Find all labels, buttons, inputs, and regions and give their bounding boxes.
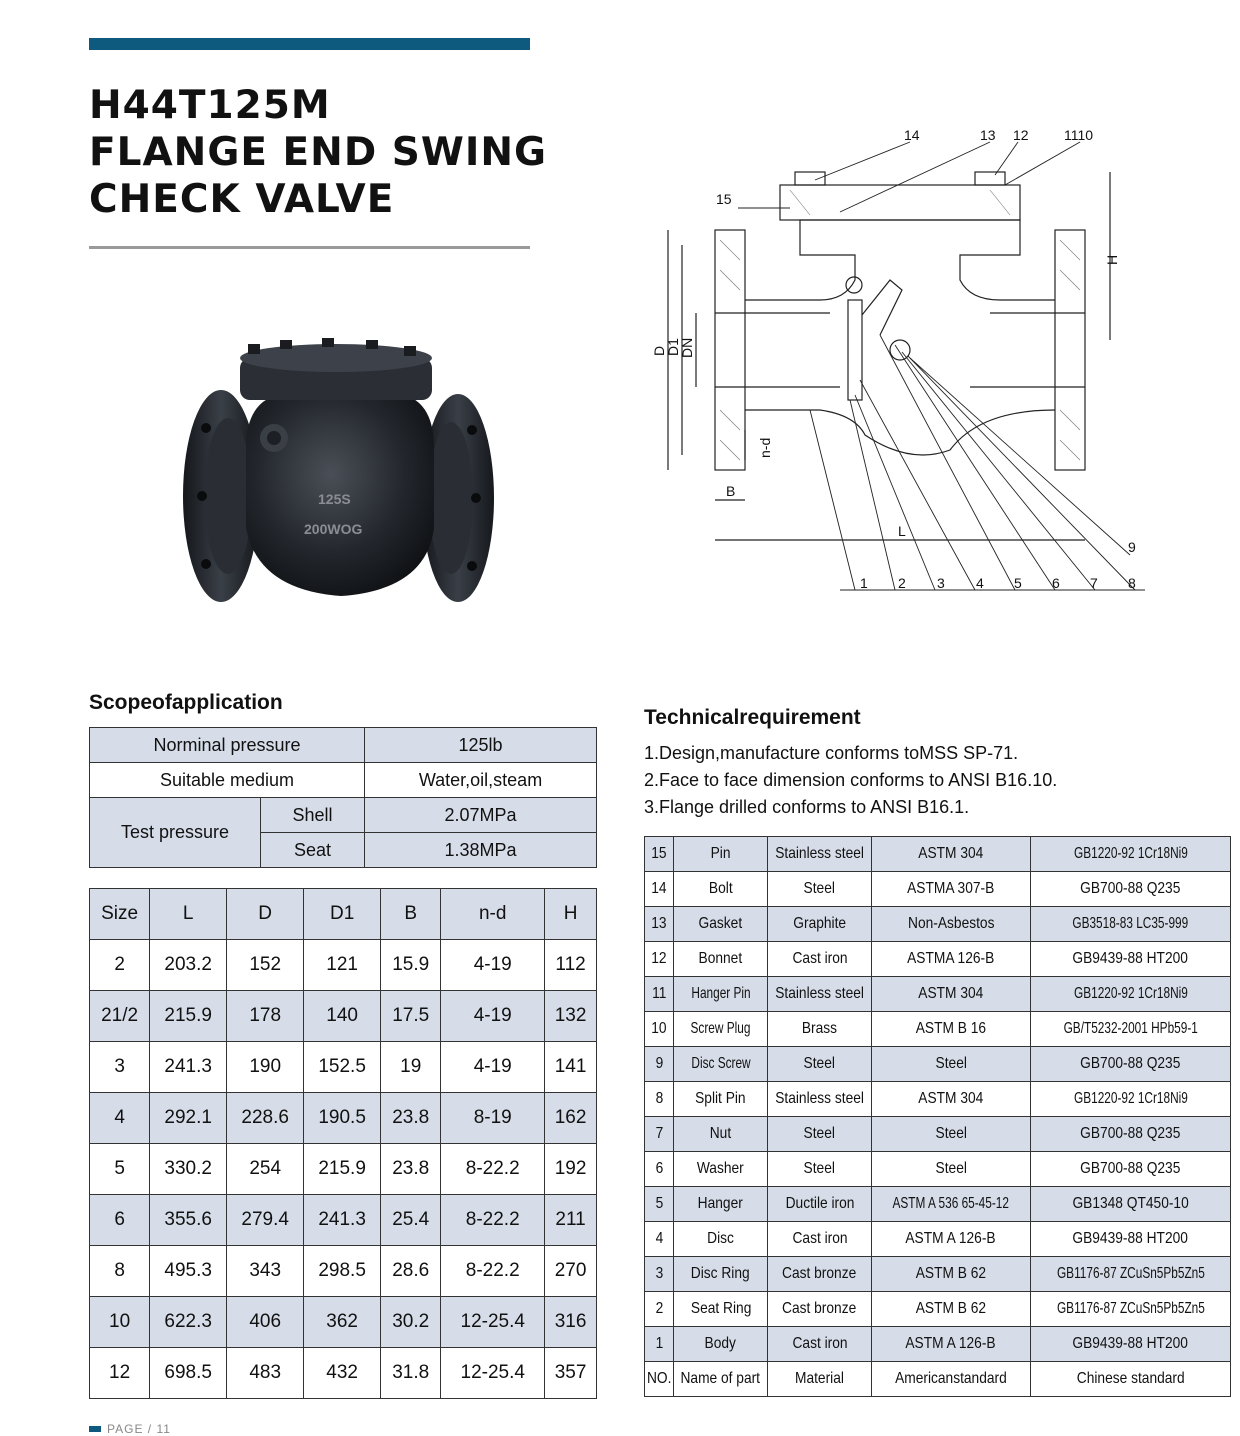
dimension-cell: 8-22.2 [441,1246,545,1297]
parts-cell: GB1176-87 ZCuSn5Pb5Zn5 [1030,1257,1231,1292]
parts-cell: GB1220-92 1Cr18Ni9 [1030,837,1231,872]
seat-label: Seat [261,833,365,868]
parts-cell: Stainless steel [767,977,871,1012]
dimension-cell: 343 [227,1246,304,1297]
dimension-row [90,940,597,991]
parts-cell: 2 [645,1292,674,1327]
title-line-1: H44T125M [89,83,331,128]
parts-cell: 11 [645,977,674,1012]
dimension-cell: 362 [304,1297,381,1348]
dimension-cell: 140 [304,991,381,1042]
parts-cell: Disc Ring [674,1257,767,1292]
parts-cell: GB700-88 Q235 [1030,872,1231,907]
parts-header-material: Material [767,1362,871,1397]
callout-1: 1 [860,575,868,591]
header-accent-bar [89,38,530,50]
dimension-cell: 190.5 [304,1093,381,1144]
parts-cell: GB/T5232-2001 HPb59-1 [1030,1012,1231,1047]
parts-cell: Brass [767,1012,871,1047]
page-title [89,82,549,223]
parts-cell: GB9439-88 HT200 [1030,1327,1231,1362]
dimension-cell: 316 [545,1297,597,1348]
dimension-cell: 23.8 [381,1144,441,1195]
nominal-pressure-value: 125lb [365,728,597,763]
parts-cell: Bolt [674,872,767,907]
dimension-cell: 19 [381,1042,441,1093]
dimension-cell: 4-19 [441,991,545,1042]
dimension-cell: 31.8 [381,1348,441,1399]
dimension-row [90,1195,597,1246]
parts-cell: Split Pin [674,1082,767,1117]
dimension-cell: 3 [90,1042,150,1093]
parts-cell: Gasket [674,907,767,942]
parts-cell: ASTM 304 [872,977,1030,1012]
dimension-cell: 203.2 [150,940,227,991]
parts-cell: Washer [674,1152,767,1187]
parts-cell: 9 [645,1047,674,1082]
dimension-cell: 279.4 [227,1195,304,1246]
header-b: B [381,889,441,940]
parts-header-name: Name of part [674,1362,767,1397]
parts-cell: Steel [767,1152,871,1187]
dimension-cell: 10 [90,1297,150,1348]
scope-table [89,727,597,868]
parts-cell: Screw Plug [674,1012,767,1047]
parts-row [645,872,1231,907]
dimension-cell: 298.5 [304,1246,381,1297]
parts-cell: 6 [645,1152,674,1187]
dim-label-d1: D1 [665,338,681,356]
dimension-cell: 8-22.2 [441,1195,545,1246]
casting-mark-200wog: 200WOG [304,521,363,537]
dimension-cell: 21/2 [90,991,150,1042]
parts-cell: Bonnet [674,942,767,977]
dimension-cell: 152.5 [304,1042,381,1093]
parts-cell: Hanger Pin [674,977,767,1012]
dimension-row [90,1144,597,1195]
callout-5: 5 [1014,575,1022,591]
valve-section-drawing [640,120,1160,610]
parts-cell: GB1176-87 ZCuSn5Pb5Zn5 [1030,1292,1231,1327]
parts-row [645,907,1231,942]
parts-cell: Ductile iron [767,1187,871,1222]
parts-cell: Steel [767,1047,871,1082]
parts-row [645,1082,1231,1117]
parts-cell: GB9439-88 HT200 [1030,1222,1231,1257]
dimension-cell: 495.3 [150,1246,227,1297]
parts-cell: Steel [872,1047,1030,1082]
callout-11-10: 1110 [1064,127,1094,143]
parts-cell: Stainless steel [767,837,871,872]
dimension-cell: 6 [90,1195,150,1246]
header-size: Size [90,889,150,940]
dimension-cell: 152 [227,940,304,991]
parts-cell: 3 [645,1257,674,1292]
parts-row [645,1012,1231,1047]
casting-mark-125s: 125S [318,491,351,507]
parts-cell: GB700-88 Q235 [1030,1152,1231,1187]
parts-cell: ASTM 304 [872,837,1030,872]
parts-cell: ASTM A 126-B [872,1327,1030,1362]
parts-row [645,1152,1231,1187]
shell-label: Shell [261,798,365,833]
callout-4: 4 [976,575,984,591]
parts-cell: 8 [645,1082,674,1117]
header-h: H [545,889,597,940]
parts-header-american: Americanstandard [872,1362,1030,1397]
dimension-cell: 178 [227,991,304,1042]
parts-cell: Pin [674,837,767,872]
dim-label-l: L [898,523,906,539]
title-divider [89,246,530,249]
title-line-2: FLANGE END SWING [89,130,548,175]
parts-cell: ASTM B 62 [872,1292,1030,1327]
header-d: D [227,889,304,940]
parts-cell: ASTM B 16 [872,1012,1030,1047]
parts-cell: 1 [645,1327,674,1362]
dimension-cell: 132 [545,991,597,1042]
dimension-cell: 30.2 [381,1297,441,1348]
parts-row [645,1117,1231,1152]
parts-cell: ASTMA 307-B [872,872,1030,907]
dimension-cell: 17.5 [381,991,441,1042]
tech-requirements [644,740,1057,821]
parts-cell: ASTMA 126-B [872,942,1030,977]
parts-cell: 5 [645,1187,674,1222]
dimension-cell: 15.9 [381,940,441,991]
dimension-cell: 270 [545,1246,597,1297]
dimension-cell: 121 [304,940,381,991]
page-number: PAGE / 11 [107,1422,171,1436]
parts-table-header [645,1362,1231,1397]
parts-cell: 14 [645,872,674,907]
test-pressure-label: Test pressure [90,798,261,868]
parts-cell: Steel [872,1152,1030,1187]
parts-cell: GB1220-92 1Cr18Ni9 [1030,977,1231,1012]
header-nd: n-d [441,889,545,940]
seat-value: 1.38MPa [365,833,597,868]
dimension-cell: 622.3 [150,1297,227,1348]
dimension-cell: 215.9 [150,991,227,1042]
dimension-cell: 254 [227,1144,304,1195]
dimension-cell: 2 [90,940,150,991]
parts-cell: Body [674,1327,767,1362]
parts-cell: ASTM A 126-B [872,1222,1030,1257]
parts-row [645,1292,1231,1327]
dimension-cell: 162 [545,1093,597,1144]
parts-cell: Steel [767,872,871,907]
dim-label-b: B [726,483,736,499]
footer-marker [89,1426,101,1432]
parts-cell: Seat Ring [674,1292,767,1327]
parts-cell: 7 [645,1117,674,1152]
callout-7: 7 [1090,575,1098,591]
dimension-cell: 12 [90,1348,150,1399]
parts-row [645,1222,1231,1257]
valve-product-photo [176,338,506,608]
dimension-cell: 112 [545,940,597,991]
parts-cell: 4 [645,1222,674,1257]
parts-row [645,1187,1231,1222]
parts-row [645,1047,1231,1082]
dimension-cell: 8-19 [441,1093,545,1144]
nominal-pressure-label: Norminal pressure [90,728,365,763]
dimension-cell: 355.6 [150,1195,227,1246]
dimension-row [90,1246,597,1297]
parts-cell: Steel [872,1117,1030,1152]
parts-cell: Cast iron [767,1222,871,1257]
dimension-row [90,1042,597,1093]
dimension-cell: 483 [227,1348,304,1399]
dimension-cell: 432 [304,1348,381,1399]
parts-cell: 12 [645,942,674,977]
dimension-cell: 190 [227,1042,304,1093]
dim-label-d: D [651,345,667,356]
dimension-row [90,1297,597,1348]
dimension-cell: 4-19 [441,1042,545,1093]
dimension-cell: 241.3 [304,1195,381,1246]
dimension-table [89,888,597,1399]
dimension-cell: 330.2 [150,1144,227,1195]
parts-cell: GB1220-92 1Cr18Ni9 [1030,1082,1231,1117]
dim-label-h: H [1104,254,1120,265]
dimension-cell: 211 [545,1195,597,1246]
parts-cell: Cast bronze [767,1257,871,1292]
suitable-medium-value: Water,oil,steam [365,763,597,798]
parts-cell: GB9439-88 HT200 [1030,942,1231,977]
parts-cell: ASTM B 62 [872,1257,1030,1292]
title-line-3: CHECK VALVE [89,177,395,222]
callout-8: 8 [1128,575,1136,591]
callout-3: 3 [937,575,945,591]
dimension-cell: 8 [90,1246,150,1297]
parts-cell: ASTM 304 [872,1082,1030,1117]
parts-cell: GB700-88 Q235 [1030,1117,1231,1152]
tech-item-1: 1.Design,manufacture conforms toMSS SP-71. [644,743,1019,763]
parts-table [644,836,1231,1397]
parts-cell: 15 [645,837,674,872]
dimension-cell: 192 [545,1144,597,1195]
parts-cell: Cast iron [767,942,871,977]
scope-title: Scopeofapplication [89,691,283,714]
parts-cell: 13 [645,907,674,942]
parts-cell: Cast bronze [767,1292,871,1327]
dim-label-dn: DN [679,337,695,358]
dimension-cell: 23.8 [381,1093,441,1144]
parts-cell: Graphite [767,907,871,942]
dimension-cell: 12-25.4 [441,1297,545,1348]
dimension-cell: 698.5 [150,1348,227,1399]
callout-12: 12 [1013,127,1029,143]
callout-2: 2 [898,575,906,591]
dimension-cell: 292.1 [150,1093,227,1144]
parts-cell: Disc Screw [674,1047,767,1082]
tech-title: Technicalrequirement [644,706,861,729]
callout-15: 15 [716,191,732,207]
tech-item-2: 2.Face to face dimension conforms to ANSI B16.10. [644,770,1058,790]
dimension-cell: 141 [545,1042,597,1093]
parts-header-no: NO. [645,1362,674,1397]
parts-row [645,837,1231,872]
shell-value: 2.07MPa [365,798,597,833]
dimension-cell: 215.9 [304,1144,381,1195]
dimension-cell: 406 [227,1297,304,1348]
dimension-cell: 8-22.2 [441,1144,545,1195]
dimension-row [90,1093,597,1144]
dimension-cell: 357 [545,1348,597,1399]
parts-row [645,977,1231,1012]
parts-cell: Hanger [674,1187,767,1222]
callout-13: 13 [980,127,996,143]
header-l: L [150,889,227,940]
parts-cell: GB1348 QT450-10 [1030,1187,1231,1222]
parts-cell: GB3518-83 LC35-999 [1030,907,1231,942]
suitable-medium-label: Suitable medium [90,763,365,798]
callout-6: 6 [1052,575,1060,591]
dimension-cell: 241.3 [150,1042,227,1093]
dim-label-nd: n-d [757,437,773,458]
dimension-cell: 12-25.4 [441,1348,545,1399]
parts-cell: Disc [674,1222,767,1257]
parts-cell: Non-Asbestos [872,907,1030,942]
dimension-cell: 4 [90,1093,150,1144]
dimension-cell: 4-19 [441,940,545,991]
parts-header-chinese: Chinese standard [1030,1362,1231,1397]
dimension-cell: 228.6 [227,1093,304,1144]
tech-item-3: 3.Flange drilled conforms to ANSI B16.1. [644,797,970,817]
parts-row [645,942,1231,977]
dimension-row [90,991,597,1042]
dimension-cell: 5 [90,1144,150,1195]
parts-row [645,1257,1231,1292]
dimension-cell: 28.6 [381,1246,441,1297]
parts-cell: GB700-88 Q235 [1030,1047,1231,1082]
parts-cell: ASTM A 536 65-45-12 [872,1187,1030,1222]
dimension-table-header [90,889,597,940]
parts-cell: Cast iron [767,1327,871,1362]
parts-row [645,1327,1231,1362]
dimension-row [90,1348,597,1399]
header-d1: D1 [304,889,381,940]
parts-cell: Stainless steel [767,1082,871,1117]
callout-9: 9 [1128,539,1136,555]
parts-cell: Nut [674,1117,767,1152]
dimension-cell: 25.4 [381,1195,441,1246]
parts-cell: 10 [645,1012,674,1047]
parts-cell: Steel [767,1117,871,1152]
callout-14: 14 [904,127,920,143]
